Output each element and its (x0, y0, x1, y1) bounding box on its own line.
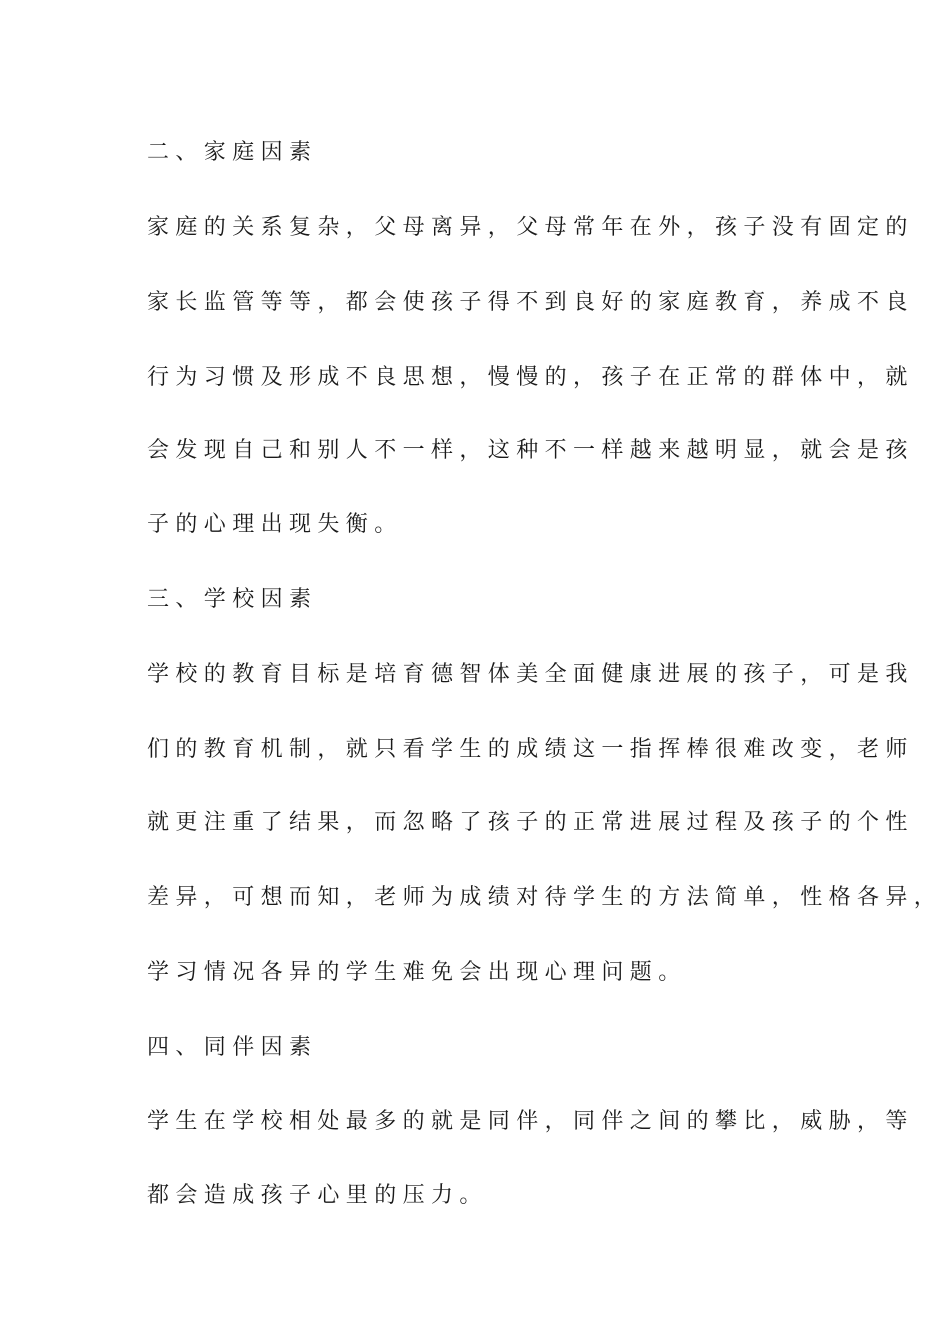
paragraph-line: 家长监管等等，都会使孩子得不到良好的家庭教育，养成不良 (147, 290, 914, 315)
paragraph-line: 学生在学校相处最多的就是同伴，同伴之间的攀比，威胁，等 (147, 1109, 914, 1134)
paragraph-line: 家庭的关系复杂，父母离异，父母常年在外，孩子没有固定的 (147, 215, 914, 240)
paragraph-line: 行为习惯及形成不良思想，慢慢的，孩子在正常的群体中，就 (147, 365, 914, 390)
section-heading-school: 三、学校因素 (147, 587, 318, 612)
paragraph-line: 会发现自己和别人不一样，这种不一样越来越明显，就会是孩 (147, 438, 914, 463)
paragraph-line: 学习情况各异的学生难免会出现心理问题。 (147, 960, 687, 985)
paragraph-line: 就更注重了结果，而忽略了孩子的正常进展过程及孩子的个性 (147, 810, 914, 835)
paragraph-line: 都会造成孩子心里的压力。 (147, 1183, 488, 1208)
paragraph-line: 差异，可想而知，老师为成绩对待学生的方法简单，性格各异， (147, 885, 943, 910)
section-heading-peers: 四、同伴因素 (147, 1035, 318, 1060)
paragraph-line: 学校的教育目标是培育德智体美全面健康进展的孩子，可是我 (147, 662, 914, 687)
paragraph-line: 子的心理出现失衡。 (147, 512, 403, 537)
paragraph-line: 们的教育机制，就只看学生的成绩这一指挥棒很难改变，老师 (147, 737, 914, 762)
section-heading-family: 二、家庭因素 (147, 140, 318, 165)
